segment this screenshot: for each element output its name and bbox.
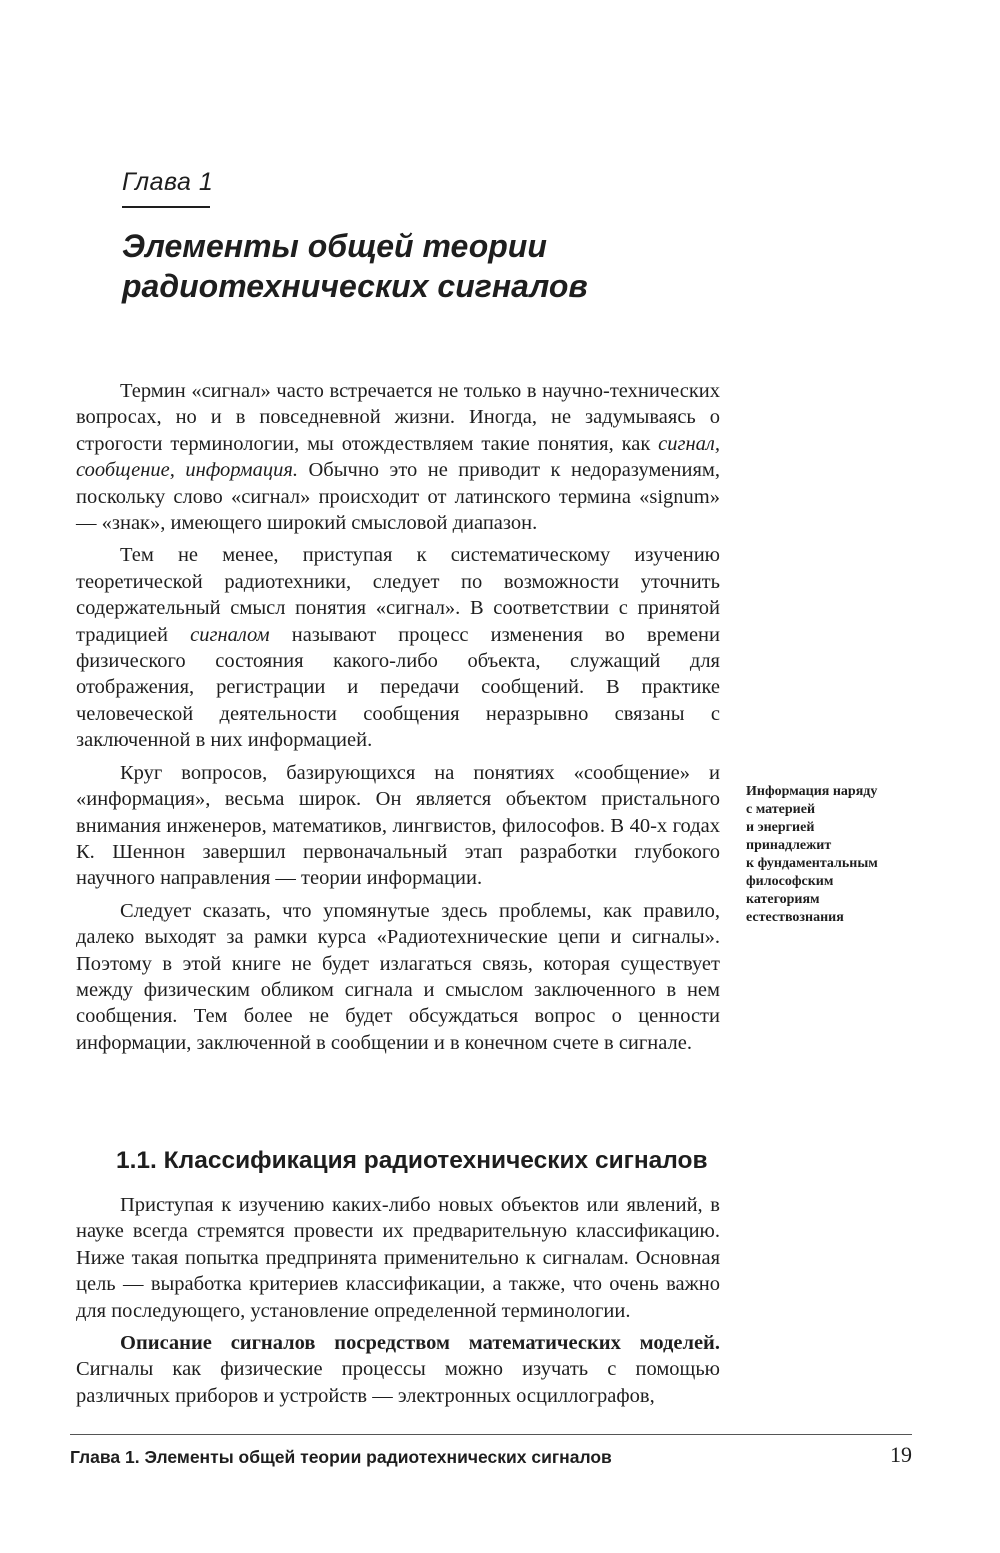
page-number: 19 [890,1442,912,1467]
margin-note-line: естествознания [746,910,844,925]
margin-note [746,783,916,927]
margin-note-line: Информация наряду [746,784,878,799]
margin-note-line: к фундаментальным [746,856,878,871]
intro-paragraph-3: Круг вопросов, базирующихся на понятиях «сообщение» и «информация», весьма широк. Он является объектом пристального внимания инженеров, математиков, лингвистов, философов. В 40-х годах К. Шеннон завершил первоначальный этап разработки глубокого научного направления — теории информации. [76,761,720,890]
chapter-label: Глава 1 [122,168,214,196]
footer-rule [70,1434,912,1435]
section-paragraph-1: Приступая к изучению каких-либо новых объектов или явлений, в науке всегда стремятся провести их предварительную классификацию. Ниже такая попытка предпринята применительно к сигналам. Основная цель — выработка критериев классификации, а также, что очень важно для последующего, установление определенной терминологии. [76,1194,720,1322]
intro-paragraph-2 [76,542,720,753]
intro-p2-text-a: Тем не менее, приступая к систематическому изучению теоретической радиотехники, следует по возможности уточнить содержательный смысл понятия «сигнал». В соответствии с принятой традицией [76,544,720,646]
section-paragraph-2 [76,1330,720,1409]
intro-text [76,378,720,1062]
chapter-title-line-1: Элементы общей теории [122,228,547,264]
chapter-label-underline [122,206,210,208]
margin-note-line: принадлежит [746,838,832,853]
section-heading: 1.1. Классификация радиотехнических сигналов [116,1147,708,1174]
margin-note-line: и энергией [746,820,815,835]
section-p2-rest: Сигналы как физические процессы можно изучать с помощью различных приборов и устройств — электронных осциллографов, [76,1358,720,1407]
intro-p1-emphasis: сигнал, сообщение, информация. [76,432,720,482]
section-p2-bold-lead: Описание сигналов посредством математических моделей. [120,1332,720,1355]
chapter-title [122,226,722,306]
section-text [76,1192,720,1415]
intro-p2-emphasis: сигналом [190,623,270,646]
intro-p1-text-a: Термин «сигнал» часто встречается не только в научно-технических вопросах, но и в повседневной жизни. Иногда, не задумываясь о строгости терминологии, мы отождествляем такие понятия, как [76,380,720,455]
intro-p1-text-b: Обычно это не приводит к недоразумениям, поскольку слово «сигнал» происходит от латинского термина «signum» — «знак», имеющего широкий смысловой диапазон. [76,459,720,535]
intro-paragraph-1 [76,378,720,536]
margin-note-line: с материей [746,802,816,817]
margin-note-line: философским [746,874,834,889]
chapter-title-line-2: радиотехнических сигналов [122,268,588,304]
running-footer-title: Глава 1. Элементы общей теории радиотехнических сигналов [70,1447,612,1467]
intro-p2-text-b: называют процесс изменения во времени физического состояния какого-либо объекта, служащий для отображения, регистрации и передачи сообщений. В практике человеческой деятельности сообщения неразрывно связаны с заключенной в них информацией. [76,623,720,752]
intro-paragraph-4: Следует сказать, что упомянутые здесь проблемы, как правило, далеко выходят за рамки курса «Радиотехнические цепи и сигналы». Поэтому в этой книге не будет излагаться связь, которая существует между физическим обликом сигнала и смыслом заключенного в нем сообщения. Тем более не будет обсуждаться вопрос о ценности информации, заключенной в сообщении и в конечном счете в сигнале. [76,899,720,1054]
margin-note-line: категориям [746,892,820,907]
